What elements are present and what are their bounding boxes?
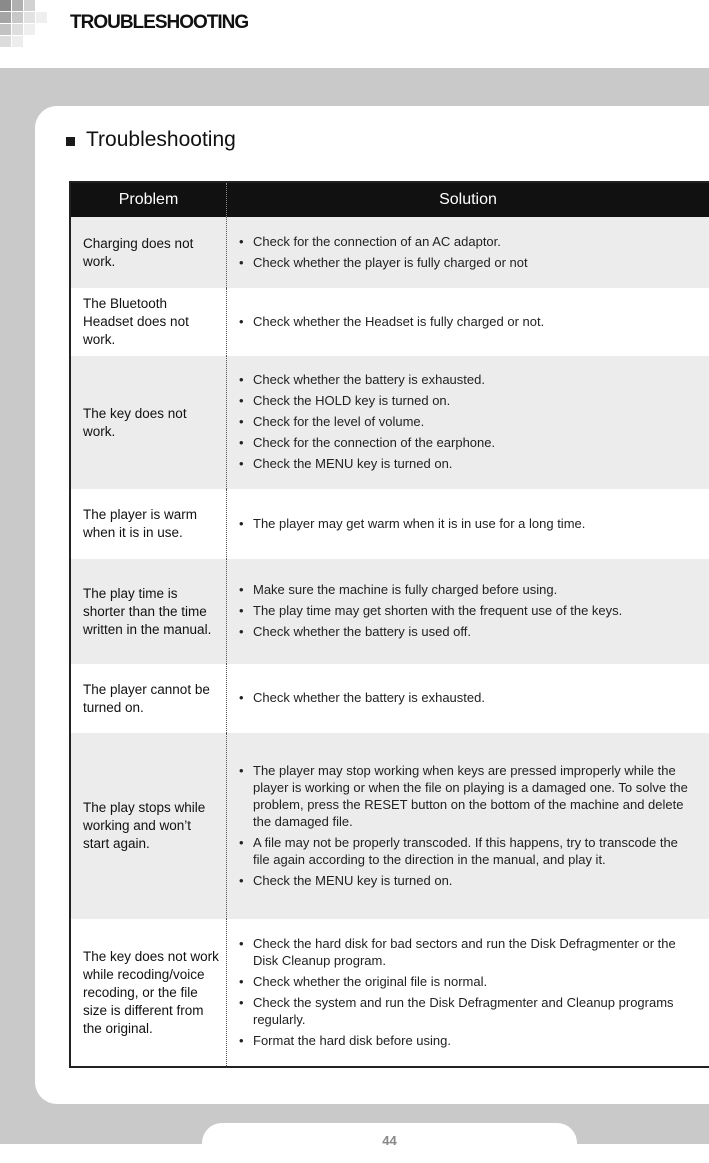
- section-title: Troubleshooting: [86, 128, 236, 152]
- problem-cell: The player cannot be turned on.: [70, 664, 227, 733]
- solution-item: • Check the MENU key is turned on.: [239, 455, 693, 472]
- solution-cell: [227, 217, 709, 288]
- troubleshooting-table: [69, 181, 709, 1068]
- solution-item: • Check whether the player is fully charged or not: [239, 254, 693, 271]
- problem-cell: The player is warm when it is in use.: [70, 489, 227, 559]
- table-header-row: [70, 182, 709, 217]
- problem-cell: The play stops while working and won’t start again.: [70, 733, 227, 919]
- table-row: [70, 559, 709, 664]
- solution-item: • Make sure the machine is fully charged before using.: [239, 581, 693, 598]
- solution-item: • Check whether the battery is exhausted.: [239, 371, 693, 388]
- problem-column-header: Problem: [70, 182, 227, 217]
- solution-cell: [227, 733, 709, 919]
- solution-cell: [227, 919, 709, 1067]
- table-row: [70, 217, 709, 288]
- solution-item: • The play time may get shorten with the frequent use of the keys.: [239, 602, 693, 619]
- solution-item: • Format the hard disk before using.: [239, 1032, 693, 1049]
- solution-item: • Check whether the battery is exhausted.: [239, 689, 693, 706]
- solution-item: • Check the system and run the Disk Defragmenter and Cleanup programs regularly.: [239, 994, 693, 1028]
- solution-item: • The player may stop working when keys are pressed improperly while the player is working or when the file on playing is a damaged one. To solve the problem, press the RESET button on the bottom of the machine and delete the damaged file.: [239, 762, 693, 830]
- solution-item: • Check whether the battery is used off.: [239, 623, 693, 640]
- section-bullet-square: [66, 137, 75, 146]
- table-row: [70, 919, 709, 1067]
- solution-item: • Check whether the Headset is fully charged or not.: [239, 313, 693, 330]
- problem-cell: The key does not work while recoding/voice recoding, or the file size is different from the original.: [70, 919, 227, 1067]
- solution-item: • Check the HOLD key is turned on.: [239, 392, 693, 409]
- problem-cell: The play time is shorter than the time written in the manual.: [70, 559, 227, 664]
- solution-cell: [227, 356, 709, 489]
- table-row: [70, 664, 709, 733]
- table-row: [70, 288, 709, 356]
- solution-item: • A file may not be properly transcoded. If this happens, try to transcode the file again according to the direction in the manual, and play it.: [239, 834, 693, 868]
- solution-column-header: Solution: [227, 182, 709, 217]
- problem-cell: Charging does not work.: [70, 217, 227, 288]
- problem-cell: The Bluetooth Headset does not work.: [70, 288, 227, 356]
- solution-item: • Check for the connection of the earphone.: [239, 434, 693, 451]
- solution-item: • Check the hard disk for bad sectors and run the Disk Defragmenter or the Disk Cleanup program.: [239, 935, 693, 969]
- solution-cell: [227, 288, 709, 356]
- table-row: [70, 489, 709, 559]
- solution-item: • The player may get warm when it is in use for a long time.: [239, 515, 693, 532]
- solution-item: • Check for the connection of an AC adaptor.: [239, 233, 693, 250]
- solution-item: • Check the MENU key is turned on.: [239, 872, 693, 889]
- page-number: 44: [202, 1133, 577, 1148]
- solution-cell: [227, 559, 709, 664]
- header-title: TROUBLESHOOTING: [70, 12, 248, 34]
- solution-item: • Check for the level of volume.: [239, 413, 693, 430]
- solution-item: • Check whether the original file is normal.: [239, 973, 693, 990]
- problem-cell: The key does not work.: [70, 356, 227, 489]
- solution-cell: [227, 489, 709, 559]
- table-row: [70, 733, 709, 919]
- table-row: [70, 356, 709, 489]
- header-logo-squares: [0, 0, 48, 48]
- solution-cell: [227, 664, 709, 733]
